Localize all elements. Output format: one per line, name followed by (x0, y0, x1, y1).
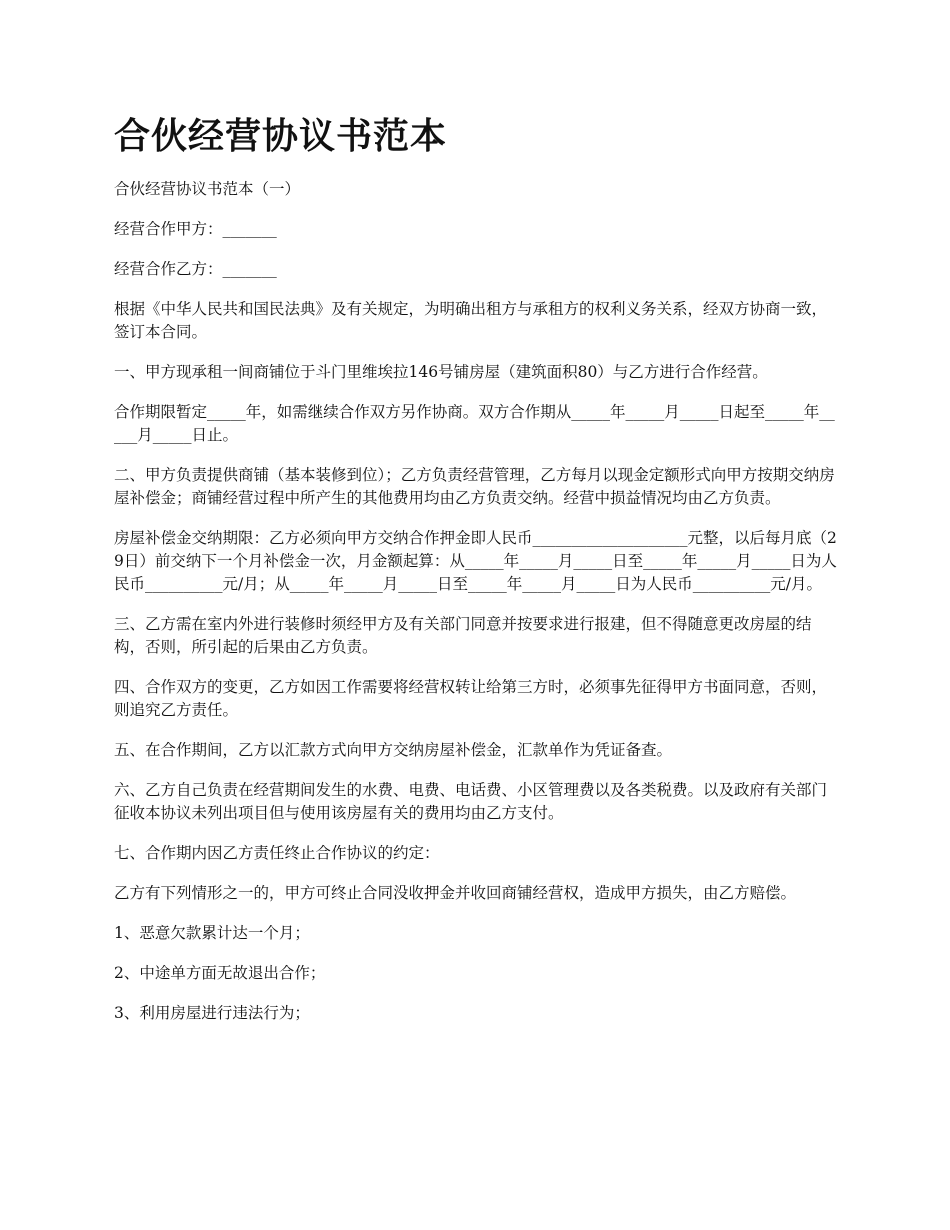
paragraph-clause-4: 四、合作双方的变更，乙方如因工作需要将经营权转让给第三方时，必须事先征得甲方书面同意，否则，则追究乙方责任。 (114, 678, 828, 719)
paragraph-subtitle: 合伙经营协议书范本（一） (114, 180, 301, 198)
paragraph-party-a: 经营合作甲方：_______ (114, 220, 277, 238)
paragraph-party-b: 经营合作乙方：_______ (114, 260, 277, 278)
paragraph-term: 合作期限暂定_____年，如需继续合作双方另作协商。双方合作期从_____年_____月_____日起至_____年_____月_____日止。 (114, 403, 835, 444)
paragraph-clause-7: 七、合作期内因乙方责任终止合作协议的约定： (114, 844, 440, 862)
paragraph-clause-1: 一、甲方现承租一间商铺位于斗门里维埃拉146号铺房屋（建筑面积80）与乙方进行合作经营。 (114, 363, 768, 381)
paragraph-preamble: 根据《中华人民共和国民法典》及有关规定，为明确出租方与承租方的权利义务关系，经双方协商一致，签订本合同。 (114, 300, 828, 341)
paragraph-clause-5: 五、在合作期间，乙方以汇款方式向甲方交纳房屋补偿金，汇款单作为凭证备查。 (114, 741, 673, 759)
paragraph-clause-2: 二、甲方负责提供商铺（基本装修到位）；乙方负责经营管理，乙方每月以现金定额形式向甲方按期交纳房屋补偿金；商铺经营过程中所产生的其他费用均由乙方负责交纳。经营中损益情况均由乙方负责。 (114, 466, 835, 507)
document-body (114, 178, 842, 1025)
paragraph-item-1: 1、恶意欠款累计达一个月； (114, 924, 310, 942)
paragraph-clause-3: 三、乙方需在室内外进行装修时须经甲方及有关部门同意并按要求进行报建，但不得随意更改房屋的结构，否则，所引起的后果由乙方负责。 (114, 615, 812, 656)
document-page (114, 110, 842, 1042)
document-title: 合伙经营协议书范本 (114, 115, 448, 157)
paragraph-item-3: 3、利用房屋进行违法行为； (114, 1004, 310, 1022)
paragraph-clause-6: 六、乙方自己负责在经营期间发生的水费、电费、电话费、小区管理费以及各类税费。以及政府有关部门征收本协议未列出项目但与使用该房屋有关的费用均由乙方支付。 (114, 781, 828, 822)
paragraph-payment-terms: 房屋补偿金交纳期限：乙方必须向甲方交纳合作押金即人民币____________________元整，以后每月底（29日）前交纳下一个月补偿金一次，月金额起算：从_____年_____月_____日至_____年_____月_____日为人民币__________元/月；从_____年_____月_____日至_____年_____月_____日为人民币__________元/月。 (114, 529, 837, 593)
paragraph-item-2: 2、中途单方面无故退出合作； (114, 964, 326, 982)
paragraph-termination: 乙方有下列情形之一的，甲方可终止合同没收押金并收回商铺经营权，造成甲方损失，由乙方赔偿。 (114, 884, 797, 902)
